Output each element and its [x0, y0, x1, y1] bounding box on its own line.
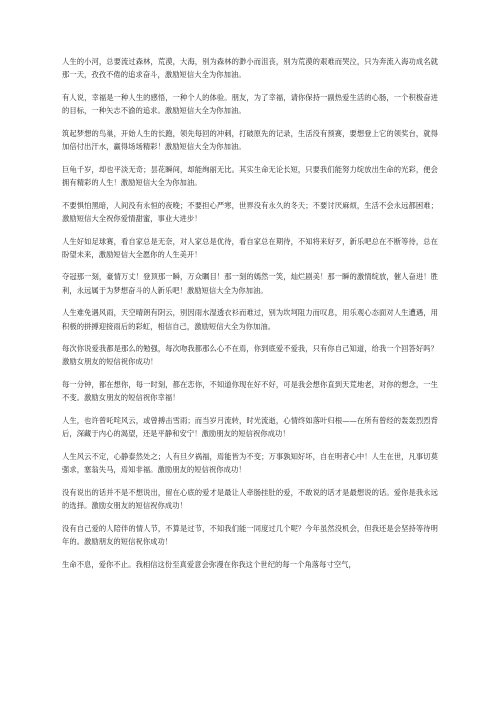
paragraph: 人生难免遇风雨，天空晴朗有阴云，别因雨水湿透衣衫而难过，别为坎坷阻力而叹息，用乐观心态面对人生遭遇，用积极的拼搏迎接雨后的彩虹，相信自己，激励短信大全为你加油。 — [62, 308, 438, 331]
paragraph: 人生好如足球赛，看自家总是无奈，对人家总是优待，看自家总在期待，不知将来好歹，新乐吧总在不断等待，总在盼望未来，激励短信大全愿你的人生美开！ — [62, 236, 438, 259]
paragraph: 有人说，幸福是一种人生的感悟，一种个人的体验。朋友，为了幸福，请你保持一副热爱生活的心肠，一个积极奋进的目标，一种矢志不渝的追求。激励短信大全为你加油。 — [62, 92, 438, 116]
paragraph: 没有说出的话并不是不想说出，留在心底的爱才是最让人牵肠挂肚的爱，不敢说的话才是最想说的话。爱你是我永远的选择。激励女朋友的短信祝你成功！ — [62, 487, 438, 511]
paragraph: 人生，也许曾吒咤风云，或曾搏击雪雨；而当岁月流转，时光流逝，心情终如落叶归根——在所有曾经的轰轰烈烈背后，深藏于内心的渴望，还是平静和安宁！激励朋友的短信祝你成功！ — [62, 416, 438, 439]
paragraph: 巨龟千岁，却也平淡无奇；昙花瞬间，却能绚丽无比。其实生命无论长短，只要我们能努力绽放出生命的光彩，便会拥有精彩的人生！激励短信大全为你加油。 — [62, 164, 438, 187]
paragraph: 人生风云不定，心静泰然处之；人有旦夕祸福，焉能皆为不变；万事孰知好坏，自在明者心中！人生在世，凡事切莫强求，塞翁失马，焉知非福。激励朋友的短信祝你成功！ — [62, 451, 438, 475]
document-body — [62, 55, 438, 580]
paragraph: 人生的小河，总要流过森林，荒漠，大海，别为森林的渺小而沮丧，别为荒漠的艰难而哭泣，只为奔流入海功成名就那一天，孜孜不倦的追求奋斗，激励短信大全为你加油。 — [62, 57, 438, 80]
paragraph: 不要惧怕黑暗，人间没有永恒的夜晚；不要担心严寒，世界没有永久的冬天；不要讨厌麻烦，生活不会永远都困难；激励短信大全祝你爱情甜蜜，事业大进步！ — [62, 200, 438, 223]
paragraph: 夺冠那一刻，豪情万丈！登顶那一瞬，万众瞩目！那一刻的嫣然一笑，灿烂剧美！那一瞬的激情绽放，催人奋进！胜利，永远属于为梦想奋斗的人新乐吧！激励短信大全为你加油。 — [62, 272, 438, 295]
paragraph: 没有自己爱的人陪伴的情人节，不算是过节，不知我们能一同度过几个呢？今年虽然没机会，但我还是会坚持等待明年的。激励朋友的短信祝你成功！ — [62, 523, 438, 546]
paragraph: 筑起梦想的鸟巢，开始人生的长跑，领先每回的冲刺，打破原先的记录，生活没有预赛，要想登上它的领奖台，就得加倍付出汗水，赢得场场精彩！激励短信大全为你加油。 — [62, 128, 438, 152]
paragraph: 每次你说爱我都是那么的勉强，每次吻我都那么心不在焉，你到底爱不爱我，只有你自己知道，给我一个回答好吗？激励女朋友的短信祝你成功！ — [62, 344, 438, 367]
paragraph: 每一分钟，都在想你，每一时刻，都在恋你，不知道你现在好不好，可是我会想你直到天荒地老，对你的想念，一生不变。激励女朋友的短信祝你幸福！ — [62, 380, 438, 403]
paragraph: 生命不息，爱你不止。我相信这份至真爱意会弥漫在你我这个世纪的每一个角落每寸空气， — [62, 559, 356, 569]
